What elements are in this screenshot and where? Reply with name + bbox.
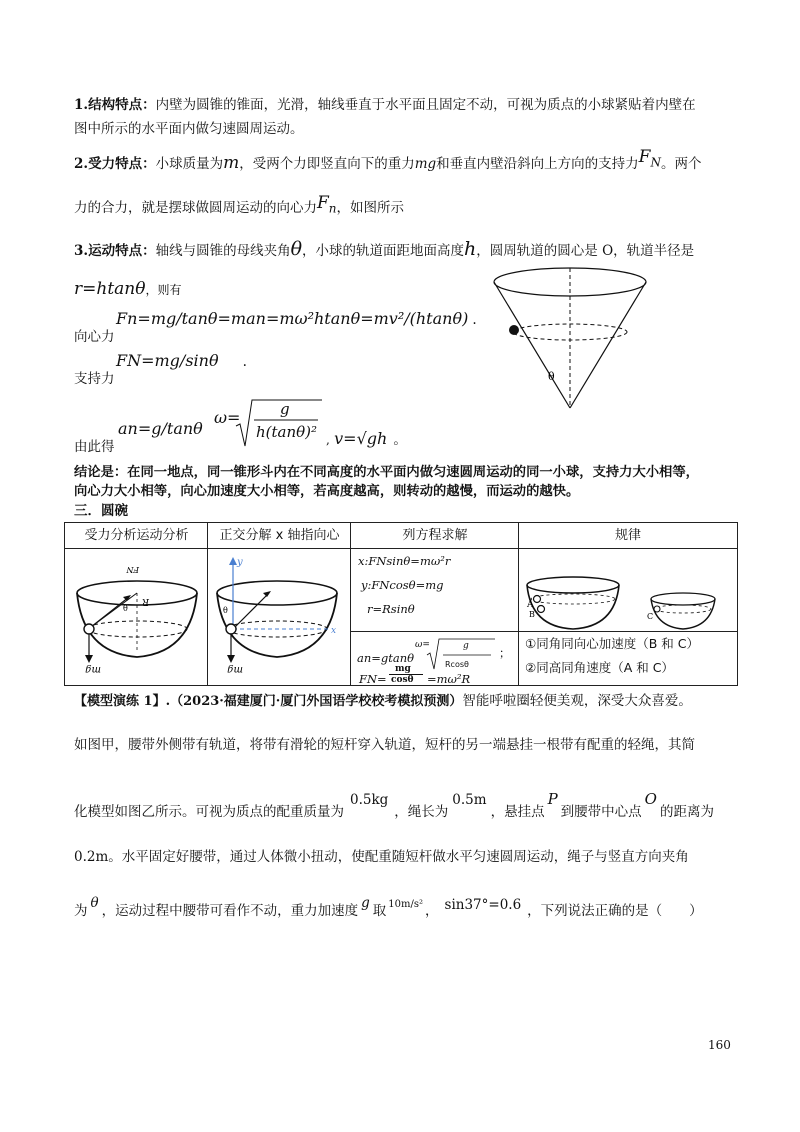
exercise-line3 bbox=[74, 790, 730, 823]
two-bowls-diagram bbox=[523, 567, 733, 631]
eq-fn-den: cosθ bbox=[391, 675, 414, 685]
exercise-l3e: 的距离为 bbox=[659, 804, 714, 820]
exercise-l5b: ，运动过程中腰带可看作不动，重力加速度 bbox=[101, 903, 359, 919]
exercise-g-value: 10m/s² bbox=[388, 899, 424, 910]
sec1-text2: 图中所示的水平面内做匀速圆周运动。 bbox=[74, 121, 304, 137]
table-divider-1 bbox=[207, 523, 208, 685]
sec2-t4: 。两个 bbox=[660, 156, 702, 172]
fig4-b-label: B bbox=[529, 610, 535, 619]
sec2-t3: 和垂直内壁沿斜向上方向的支持力 bbox=[436, 156, 639, 172]
rule-2: ②同高同角速度（A 和 C） bbox=[525, 660, 674, 675]
conclusion-line1: 结论是：在同一地点，同一锥形斗内在不同高度的水平面内做匀速圆周运动的同一小球，支持力大小相等， bbox=[74, 465, 699, 480]
exercise-mass: 0.5kg bbox=[350, 792, 389, 808]
eq-fn-fraction bbox=[387, 663, 427, 685]
sec2-line1 bbox=[74, 147, 730, 179]
sec2-fn2-base: F bbox=[317, 193, 329, 213]
fig2-y-label: y bbox=[237, 557, 243, 568]
table-divider-3 bbox=[518, 523, 519, 685]
omega-equation bbox=[214, 396, 324, 448]
sec1-label: 1.结构特点： bbox=[74, 97, 156, 113]
omega-numerator: g bbox=[280, 400, 290, 418]
hence-label: 由此得 bbox=[74, 439, 115, 455]
accel-equation: an=g/tanθ bbox=[118, 419, 203, 438]
sec2-t5: 力的合力，就是摆球做圆周运动的向心力 bbox=[74, 200, 317, 216]
radius-equation: r=htanθ bbox=[74, 279, 146, 299]
sec2-fn-base: F bbox=[638, 147, 651, 167]
exercise-l3d: 到腰带中心点 bbox=[560, 804, 642, 820]
sec2-line2 bbox=[74, 193, 730, 223]
rule-1: ①同角同向心加速度（B 和 C） bbox=[525, 636, 699, 651]
eq-fn-rhs: =mω²R bbox=[427, 672, 471, 686]
fig4-c-label: C bbox=[647, 612, 654, 621]
bowl-decomposition-diagram bbox=[211, 553, 347, 681]
fig1-r-label: R bbox=[142, 596, 149, 606]
omega-denominator: h(tanθ)² bbox=[256, 423, 318, 441]
centripetal-eq-wrap bbox=[116, 308, 772, 331]
exercise-p: P bbox=[547, 790, 558, 808]
exercise-dist: 0.2m bbox=[74, 849, 109, 865]
sec3-t2: ，小球的轨道面距地面高度 bbox=[302, 243, 465, 259]
table-header-4: 规律 bbox=[519, 523, 737, 549]
centripetal-end: . bbox=[472, 312, 477, 328]
cone-diagram bbox=[490, 262, 660, 414]
support-end: . bbox=[242, 354, 247, 370]
centripetal-label: 向心力 bbox=[74, 329, 115, 345]
sec2-t1: 小球质量为 bbox=[155, 156, 224, 172]
sec2-m: m bbox=[223, 153, 240, 173]
exercise-l3a: 化模型如图乙所示。可视为质点的配重质量为 bbox=[74, 804, 344, 820]
sec3-h: h bbox=[464, 238, 477, 260]
exercise-line4 bbox=[74, 846, 730, 868]
support-label: 支持力 bbox=[74, 371, 115, 387]
sec1-line1 bbox=[74, 94, 730, 116]
exercise-l5c: 取 bbox=[372, 903, 387, 919]
eq-y: y:FNcosθ=mg bbox=[361, 578, 444, 592]
sec2-fn bbox=[638, 147, 661, 170]
table-divider-2 bbox=[350, 523, 351, 685]
eq-r: r=Rsinθ bbox=[367, 602, 415, 616]
table-header-3: 列方程求解 bbox=[351, 523, 519, 549]
sec3-theta: θ bbox=[290, 238, 303, 260]
exercise-l4: 。水平固定好腰带，通过人体微小扭动，使配重随短杆做水平匀速圆周运动，绳子与竖直方向夹角 bbox=[108, 849, 689, 865]
support-equation: FN=mg/sinθ bbox=[116, 351, 219, 370]
exercise-t1: 智能呼啦圈轻便美观，深受大众喜爱。 bbox=[462, 693, 692, 709]
sec1-text1: 内壁为圆锥的锥面，光滑，轴线垂直于水平面且固定不动，可视为质点的小球紧贴着内壁在 bbox=[155, 97, 696, 113]
sec2-t2: ，受两个力即竖直向下的重力 bbox=[239, 156, 415, 172]
sec3-t1: 轴线与圆锥的母线夹角 bbox=[155, 243, 291, 259]
sec2-mg: mg bbox=[414, 156, 437, 172]
fig2-mg-label: mg bbox=[227, 664, 243, 675]
exercise-line2: 如图甲，腰带外侧带有轨道，将带有滑轮的短杆穿入轨道，短杆的另一端悬挂一根带有配重的轻绳，其简 bbox=[74, 737, 695, 753]
eq-omega-lhs: ω= bbox=[415, 640, 430, 650]
sec3-end: 。 bbox=[393, 432, 407, 448]
eq-x: x:FNsinθ=mω²r bbox=[358, 554, 451, 568]
v-eq-wrap: , v=√gh 。 bbox=[326, 429, 407, 448]
exercise-title: 【模型演练 1】.（2023·福建厦门·厦门外国语学校校考模拟预测） bbox=[74, 694, 463, 709]
eq-a: an=gtanθ bbox=[357, 651, 415, 665]
bowl-table bbox=[64, 522, 738, 686]
omega-lhs: ω= bbox=[214, 408, 241, 427]
sec3-t3: ，圆周轨道的圆心是 O，轨道半径是 bbox=[476, 243, 695, 259]
exercise-o: O bbox=[644, 790, 657, 808]
sec3-label: 3.运动特点： bbox=[74, 243, 156, 259]
sec2-fn2 bbox=[317, 193, 337, 216]
fig4-a-label: A bbox=[527, 600, 534, 610]
eq-omega-end: ； bbox=[499, 646, 511, 660]
fig1-fn-label: FN bbox=[126, 565, 139, 574]
conclusion-line2: 向心力大小相等，向心加速度大小相等，若高度越高，则转动的越慢，而运动的越快。 bbox=[74, 484, 580, 499]
exercise-l5e: ，下列说法正确的是（ ） bbox=[527, 903, 703, 919]
section-bowl-heading: 三．圆碗 bbox=[74, 503, 128, 519]
exercise-length: 0.5m bbox=[452, 792, 487, 808]
sec2-label: 2.受力特点： bbox=[74, 156, 156, 172]
centripetal-equation: Fn=mg/tanθ=man=mω²htanθ=mv²/(htanθ) bbox=[116, 309, 469, 328]
cone-theta-label: θ bbox=[548, 370, 555, 383]
exercise-sin: sin37°=0.6 bbox=[444, 897, 522, 913]
table-row-divider bbox=[351, 631, 737, 632]
eq-omega-den: Rcosθ bbox=[445, 660, 469, 669]
exercise-l3c: ，悬挂点 bbox=[490, 804, 545, 820]
eq-fn-num: mg bbox=[395, 664, 411, 674]
exercise-l5a: 为 bbox=[74, 903, 88, 919]
sec1-line2 bbox=[74, 118, 730, 140]
bowl-force-diagram bbox=[69, 553, 205, 681]
support-eq-wrap bbox=[116, 350, 772, 373]
eq-fn-lhs: FN= bbox=[359, 672, 387, 686]
exercise-line5 bbox=[74, 895, 730, 924]
eq-omega bbox=[415, 635, 515, 675]
eq-omega-num: g bbox=[463, 641, 469, 651]
page-number: 160 bbox=[708, 1038, 731, 1052]
exercise-l3b: ，绳长为 bbox=[394, 804, 449, 820]
fig1-mg-label: mg bbox=[85, 664, 101, 675]
exercise-g: g bbox=[361, 895, 370, 911]
sec2-fn2-sub: n bbox=[328, 201, 337, 216]
sec2-t6: ，如图所示 bbox=[336, 200, 405, 216]
table-header-2: 正交分解 x 轴指向心 bbox=[208, 523, 351, 549]
fig1-theta-label: θ bbox=[123, 604, 128, 613]
sec2-fn-sub: N bbox=[650, 155, 661, 170]
sec3-line1 bbox=[74, 238, 730, 262]
exercise-l5d: ， bbox=[425, 903, 439, 919]
table-header-1: 受力分析运动分析 bbox=[65, 523, 208, 549]
sec3-then: ，则有 bbox=[145, 283, 182, 297]
fig2-theta-label: θ bbox=[223, 606, 228, 615]
exercise-line1 bbox=[74, 690, 730, 713]
velocity-equation: v=√gh bbox=[334, 429, 388, 448]
fig2-x-label: x bbox=[331, 626, 337, 636]
exercise-theta: θ bbox=[90, 895, 99, 911]
